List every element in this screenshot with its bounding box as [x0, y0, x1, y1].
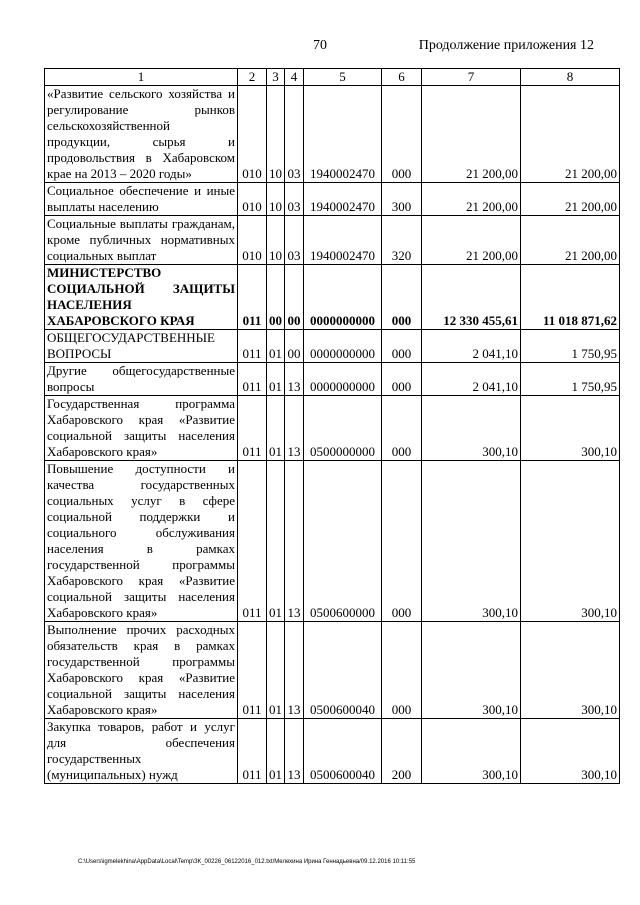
amount-year-2: 1 750,95 [521, 363, 620, 396]
ministry-code: 011 [238, 396, 267, 461]
subsection-code: 13 [285, 363, 304, 396]
footer-file-path: C:\Users\igmelekhina\AppData\Local\Temp\ЗК_00226_06122016_012.txt/Мелехина Ирина Геннадьевна/09.12.2016 10:11:55 [78, 859, 416, 865]
section-code: 01 [267, 330, 285, 363]
row-name: МИНИСТЕРСТВО СОЦИАЛЬНОЙ ЗАЩИТЫ НАСЕЛЕНИЯ ХАБАРОВСКОГО КРАЯ [45, 265, 238, 330]
expense-type-code: 000 [382, 363, 422, 396]
row-name: Социальное обеспечение и иные выплаты населению [45, 183, 238, 216]
amount-year-1: 300,10 [422, 461, 521, 622]
ministry-code: 011 [238, 622, 267, 719]
amount-year-2: 300,10 [521, 622, 620, 719]
ministry-code: 010 [238, 216, 267, 265]
row-name: Закупка товаров, работ и услуг для обеспечения государственных (муниципальных) нужд [45, 719, 238, 784]
amount-year-2: 300,10 [521, 461, 620, 622]
column-header: 7 [422, 69, 521, 86]
section-code: 10 [267, 216, 285, 265]
amount-year-1: 2 041,10 [422, 330, 521, 363]
ministry-code: 011 [238, 330, 267, 363]
target-article-code: 0000000000 [304, 330, 382, 363]
section-code: 10 [267, 86, 285, 183]
target-article-code: 0500600040 [304, 719, 382, 784]
target-article-code: 0000000000 [304, 363, 382, 396]
expense-type-code: 000 [382, 86, 422, 183]
subsection-code: 13 [285, 461, 304, 622]
amount-year-2: 300,10 [521, 719, 620, 784]
target-article-code: 1940002470 [304, 86, 382, 183]
section-code: 01 [267, 461, 285, 622]
table-row [45, 330, 620, 363]
amount-year-2: 21 200,00 [521, 183, 620, 216]
row-name: Выполнение прочих расходных обязательств края в рамках государственной программы Хабаровского края «Развитие социальной защиты населения Хабаровского края» [45, 622, 238, 719]
amount-year-1: 300,10 [422, 622, 521, 719]
ministry-code: 010 [238, 86, 267, 183]
expense-type-code: 000 [382, 330, 422, 363]
amount-year-1: 21 200,00 [422, 183, 521, 216]
table-row [45, 622, 620, 719]
expense-type-code: 000 [382, 265, 422, 330]
section-code: 00 [267, 265, 285, 330]
ministry-code: 011 [238, 719, 267, 784]
column-header: 2 [238, 69, 267, 86]
section-code: 01 [267, 363, 285, 396]
expense-type-code: 000 [382, 622, 422, 719]
ministry-code: 011 [238, 265, 267, 330]
amount-year-2: 300,10 [521, 396, 620, 461]
column-header: 3 [267, 69, 285, 86]
column-header: 1 [45, 69, 238, 86]
column-header: 4 [285, 69, 304, 86]
section-code: 10 [267, 183, 285, 216]
subsection-code: 03 [285, 216, 304, 265]
table-row [45, 86, 620, 183]
target-article-code: 0500600000 [304, 461, 382, 622]
row-name: Повышение доступности и качества государственных социальных услуг в сфере социальной поддержки и социального обслуживания населения в рамках государственной программы Хабаровского края «Развитие социальной защиты населения Хабаровского края» [45, 461, 238, 622]
amount-year-1: 300,10 [422, 719, 521, 784]
target-article-code: 1940002470 [304, 216, 382, 265]
amount-year-1: 2 041,10 [422, 363, 521, 396]
row-name: Социальные выплаты гражданам, кроме публичных нормативных социальных выплат [45, 216, 238, 265]
table-row [45, 363, 620, 396]
subsection-code: 03 [285, 86, 304, 183]
ministry-code: 011 [238, 363, 267, 396]
subsection-code: 13 [285, 622, 304, 719]
amount-year-2: 21 200,00 [521, 216, 620, 265]
subsection-code: 03 [285, 183, 304, 216]
expense-type-code: 200 [382, 719, 422, 784]
header-row [45, 69, 620, 86]
expense-type-code: 000 [382, 461, 422, 622]
amount-year-2: 21 200,00 [521, 86, 620, 183]
expense-type-code: 000 [382, 396, 422, 461]
table-row [45, 183, 620, 216]
row-name: Другие общегосударственные вопросы [45, 363, 238, 396]
subsection-code: 00 [285, 330, 304, 363]
section-code: 01 [267, 622, 285, 719]
page-number: 70 [313, 38, 327, 53]
expense-type-code: 300 [382, 183, 422, 216]
expense-type-code: 320 [382, 216, 422, 265]
target-article-code: 1940002470 [304, 183, 382, 216]
amount-year-1: 21 200,00 [422, 86, 521, 183]
target-article-code: 0000000000 [304, 265, 382, 330]
amount-year-2: 1 750,95 [521, 330, 620, 363]
section-code: 01 [267, 719, 285, 784]
column-header: 6 [382, 69, 422, 86]
table-row [45, 719, 620, 784]
column-header: 5 [304, 69, 382, 86]
target-article-code: 0500000000 [304, 396, 382, 461]
row-name: «Развитие сельского хозяйства и регулирование рынков сельскохозяйственной продукции, сырья и продовольствия в Хабаровском крае на 2013 – 2020 годы» [45, 86, 238, 183]
table-row [45, 216, 620, 265]
row-name: Государственная программа Хабаровского края «Развитие социальной защиты населения Хабаровского края» [45, 396, 238, 461]
amount-year-2: 11 018 871,62 [521, 265, 620, 330]
subsection-code: 13 [285, 396, 304, 461]
column-header: 8 [521, 69, 620, 86]
amount-year-1: 12 330 455,61 [422, 265, 521, 330]
table-row [45, 396, 620, 461]
subsection-code: 00 [285, 265, 304, 330]
target-article-code: 0500600040 [304, 622, 382, 719]
subsection-code: 13 [285, 719, 304, 784]
ministry-code: 010 [238, 183, 267, 216]
budget-table [44, 68, 620, 784]
amount-year-1: 300,10 [422, 396, 521, 461]
section-code: 01 [267, 396, 285, 461]
ministry-code: 011 [238, 461, 267, 622]
row-name: ОБЩЕГОСУДАРСТВЕННЫЕ ВОПРОСЫ [45, 330, 238, 363]
table-row [45, 461, 620, 622]
table-row [45, 265, 620, 330]
amount-year-1: 21 200,00 [422, 216, 521, 265]
continuation-label: Продолжение приложения 12 [418, 38, 594, 53]
